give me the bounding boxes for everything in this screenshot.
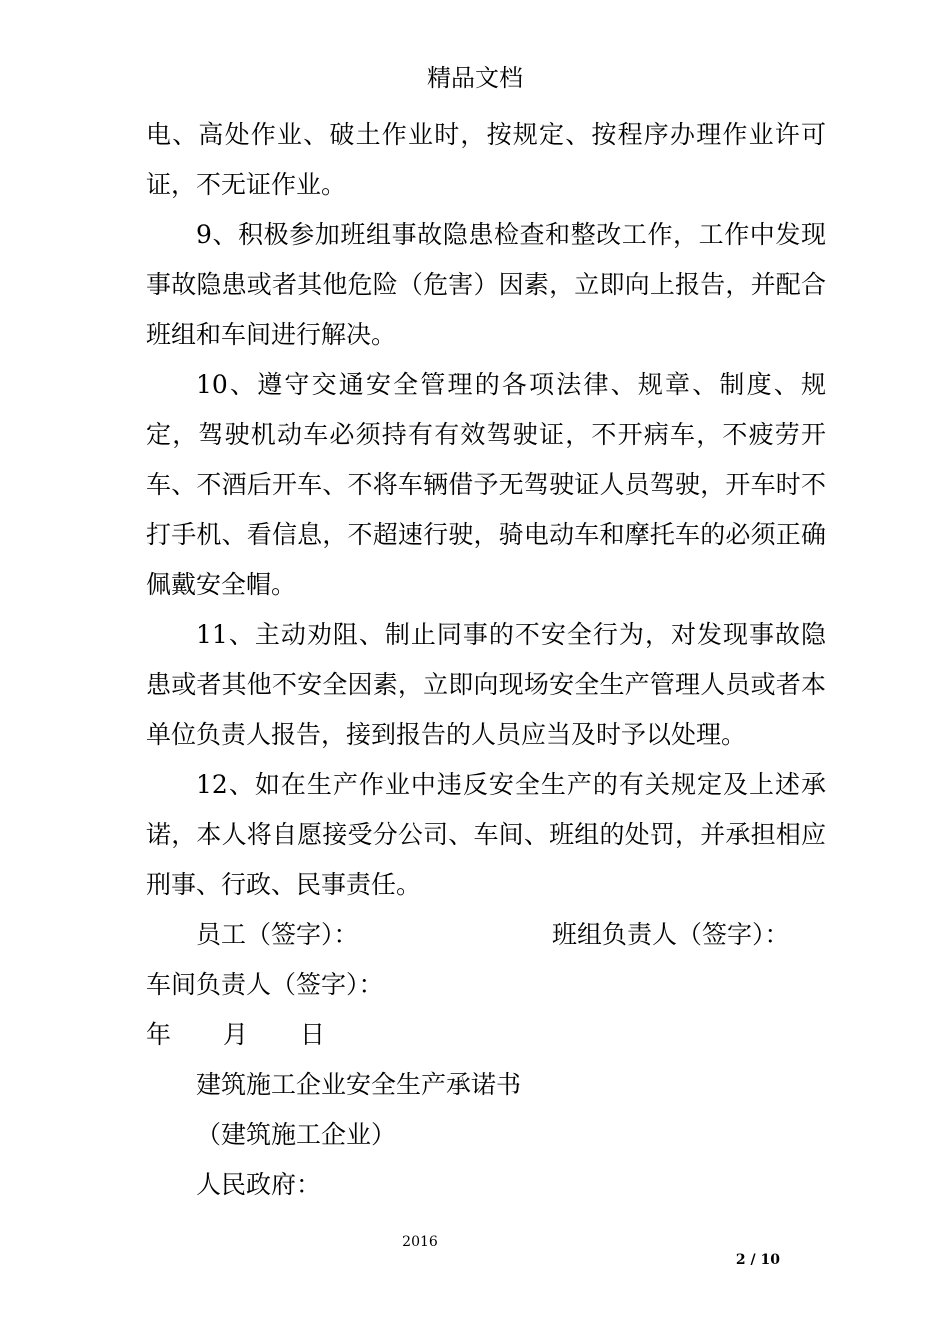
section-addressee: 人民政府： xyxy=(196,1170,322,1199)
paragraph-continued: 电、高处作业、破土作业时，按规定、按程序办理作业许可证，不无证作业。 xyxy=(146,120,826,199)
section-subtitle: （建筑施工企业） xyxy=(196,1120,397,1149)
paragraph-item-12: 12、如在生产作业中违反安全生产的有关规定及上述承诺，本人将自愿接受分公司、车间、班组的处罚，并承担相应刑事、行政、民事责任。 xyxy=(146,770,826,899)
paragraph-item-10: 10、遵守交通安全管理的各项法律、规章、制度、规定，驾驶机动车必须持有有效驾驶证，不开病车，不疲劳开车、不酒后开车、不将车辆借予无驾驶证人员驾驶，开车时不打手机、看信息，不超速行驶，骑电动车和摩托车的必须正确佩戴安全帽。 xyxy=(146,370,826,599)
team-leader-signature-label: 班组负责人（签字）： xyxy=(552,920,790,949)
document-body xyxy=(146,110,826,1210)
page-number: 2 / 10 xyxy=(735,1252,780,1268)
paragraph-item-11: 11、主动劝阻、制止同事的不安全行为，对发现事故隐患或者其他不安全因素，立即向现场安全生产管理人员或者本单位负责人报告，接到报告的人员应当及时予以处理。 xyxy=(146,620,826,749)
section-title: 建筑施工企业安全生产承诺书 xyxy=(196,1070,522,1099)
page-header: 精品文档 xyxy=(427,64,523,92)
employee-signature-label: 员工（签字）： xyxy=(196,920,359,949)
paragraph-item-9: 9、积极参加班组事故隐患检查和整改工作，工作中发现事故隐患或者其他危险（危害）因素，立即向上报告，并配合班组和车间进行解决。 xyxy=(146,220,826,349)
date-line xyxy=(146,1010,826,1060)
date-year-label: 年 xyxy=(146,1020,172,1049)
signature-row xyxy=(146,910,826,960)
date-day-label: 日 xyxy=(300,1020,326,1049)
workshop-leader-signature-label: 车间负责人（签字）： xyxy=(146,970,384,999)
date-month-label: 月 xyxy=(223,1020,249,1049)
footer-year: 2016 xyxy=(402,1234,438,1250)
